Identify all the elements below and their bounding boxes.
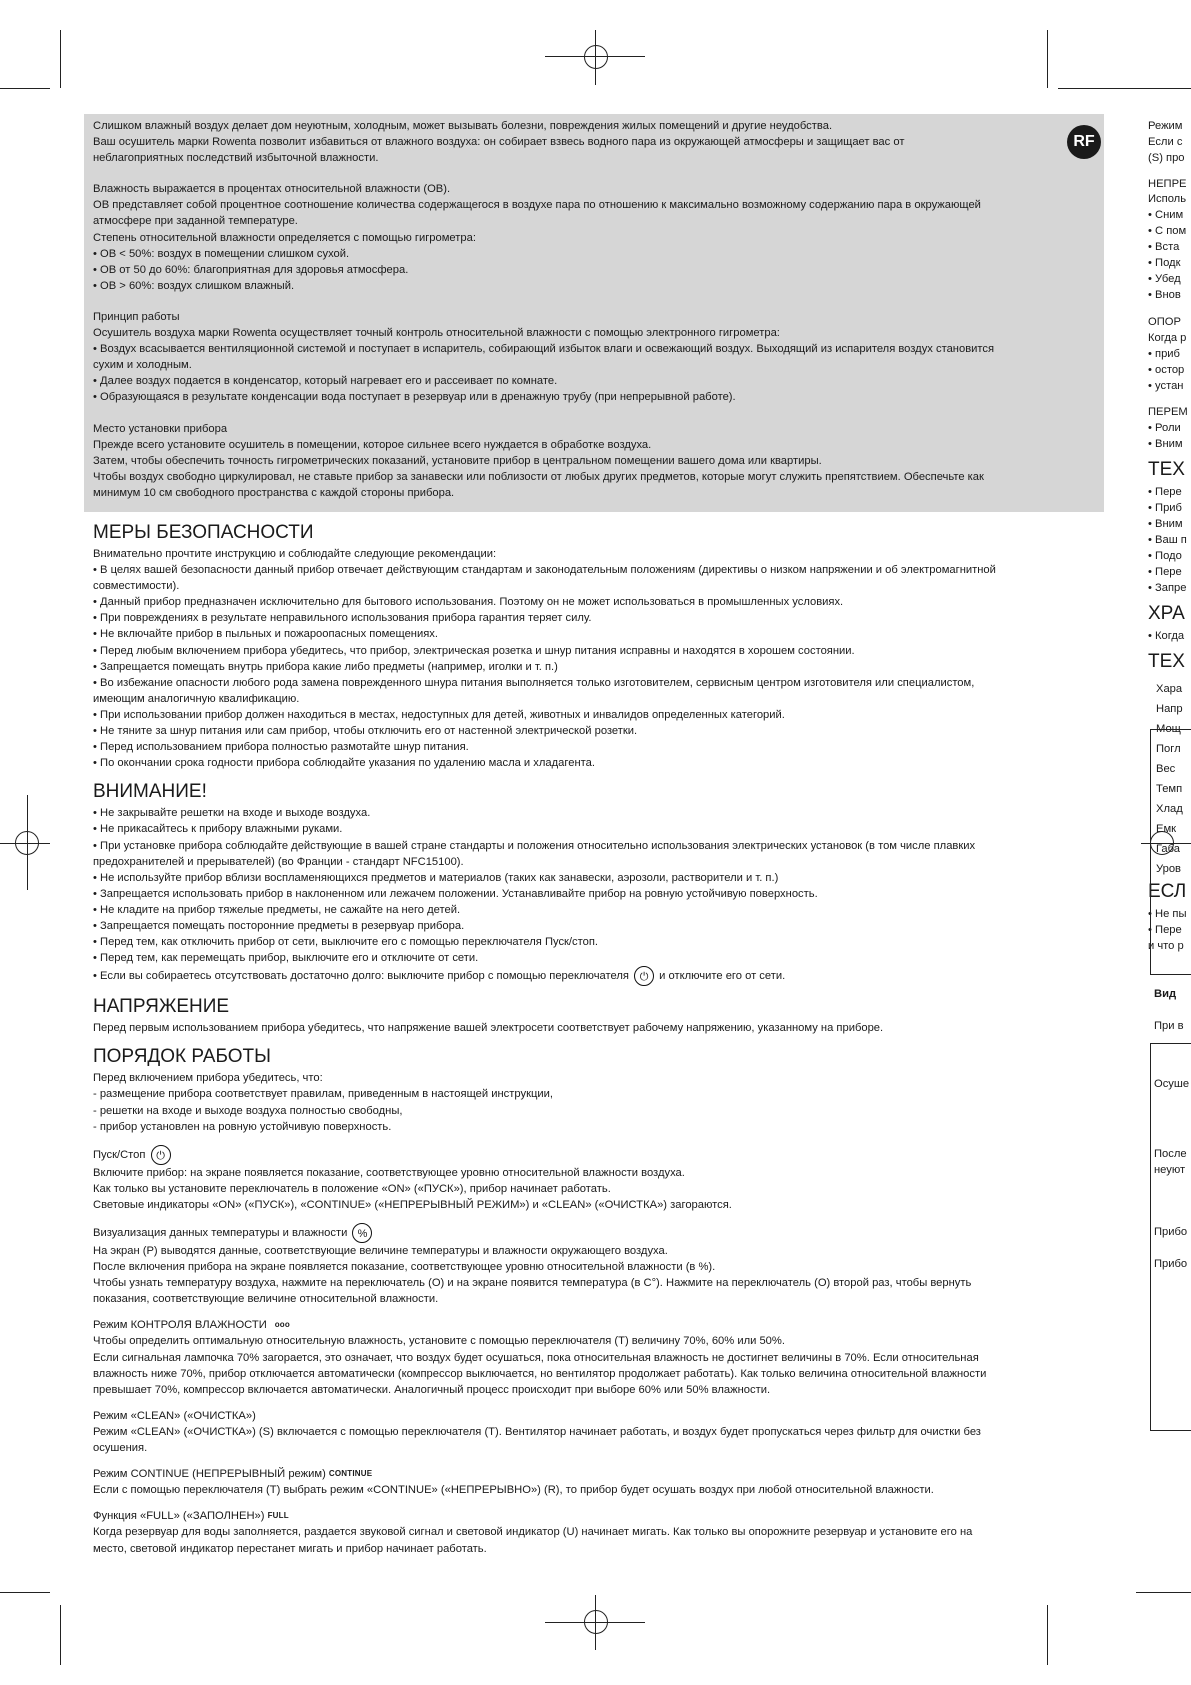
registration-circle [584,1610,608,1634]
attention-section [93,781,1093,986]
text-line: Световые индикаторы «ON» («ПУСК»), «CONTINUE» («НЕПРЕРЫВНЫЙ РЕЖИМ») и «CLEAN» («ОЧИСТКА») загораются. [93,1198,732,1211]
strip-text: • Роли [1148,422,1181,434]
text-line: место, световой индикатор перестанет мигать и прибор начинает работать. [93,1542,487,1555]
text-line: Осушитель воздуха марки Rowenta осуществляет точный контроль относительной влажности с помощью электронного гигрометра: [93,327,780,340]
strip-text: Если с [1148,136,1183,148]
text-line: • Перед использованием прибора полностью размотайте шнур питания. [93,741,469,754]
text-line: имеющим аналогичную квалификацию. [93,692,300,705]
strip-text: (S) про [1148,152,1185,164]
strip-text: • Приб [1148,502,1182,514]
voltage-section [93,996,1093,1036]
text-line: атмосфере при заданной температуре. [93,215,298,228]
text-line: • В целях вашей безопасности данный прибор отвечает действующим стандартам и законодательным положениям (директивы о низком напряжении и об электромагнитной [93,564,996,577]
display-title: Визуализация данных температуры и влажности % [93,1223,1093,1243]
full-title: Функция «FULL» («ЗАПОЛНЕН») FULL [93,1510,289,1523]
crop-mark [1136,1592,1191,1593]
safety-section [93,522,1093,771]
text-line: Слишком влажный воздух делает дом неуютным, холодным, может вызывать болезни, повреждения жилых помещений и другие неудобства. [93,120,833,132]
troubleshoot-table-frame [1150,1043,1191,1431]
text-line: Чтобы определить оптимальную относительную влажность, установите с помощью переключателя (T) величину 70%, 60% или 50%. [93,1335,785,1348]
text-line: показания, соответствующие величине относительной влажности. [93,1293,439,1306]
strip-text: При в [1154,1020,1184,1032]
strip-text: ТЕХ [1148,459,1185,480]
text-line: • Не используйте прибор вблизи воспламеняющихся предметов и материалов (таких как занавески, аэрозоли, растворители и т. п.) [93,871,779,884]
text-line: • Не закрывайте решетки на входе и выходе воздуха. [93,807,371,820]
strip-text: Погл [1156,743,1181,755]
strip-text: Когда р [1148,332,1187,344]
section-title: ВНИМАНИЕ! [93,781,207,803]
continue-icon: CONTINUE [328,1469,373,1479]
humidity-title: Режим КОНТРОЛЯ ВЛАЖНОСТИ ooo [93,1319,290,1332]
text-line: • Не кладите на прибор тяжелые предметы, не сажайте на него детей. [93,903,461,916]
text-line: Как только вы установите переключатель в положение «ON» («ПУСК»), прибор начинает работать. [93,1182,611,1195]
crop-mark [1047,1605,1048,1665]
text-line: • Запрещается использовать прибор в наклоненном или лежачем положении. Устанавливайте прибор на ровную устойчивую поверхность. [93,887,818,900]
registration-circle [15,831,39,855]
safety-lines [93,546,1093,771]
strip-text: Уров [1156,863,1181,875]
strip-text: Мощ [1156,723,1181,735]
strip-text: • приб [1148,348,1180,360]
strip-text: • Пере [1148,566,1182,578]
clean-title: Режим «CLEAN» («ОЧИСТКА») [93,1409,256,1422]
text-line: • Запрещается помещать посторонние предметы в резервуар прибора. [93,919,465,932]
text-line: • При повреждениях в результате неправильного использования прибора гарантия теряет силу. [93,612,592,625]
section-title: МЕРЫ БЕЗОПАСНОСТИ [93,522,314,543]
text-line: ОВ представляет собой процентное соотношение количества содержащегося в воздухе пара по отношению к максимально возможному содержанию пара в окружающей [93,199,981,212]
strip-text: • остор [1148,364,1185,376]
strip-text: ХРА [1148,603,1185,624]
text-line: • Во избежание опасности любого рода замена поврежденного шнура питания выполняется только изготовителем, сервисным центром изготовителя или специалистом, [93,676,975,689]
text-line: • Не тяните за шнур питания или сам прибор, чтобы отключить его от настенной электрической розетки. [93,725,638,738]
start-lines [93,1165,1093,1213]
strip-text: ОПОР [1148,316,1181,328]
strip-text: • Вним [1148,438,1183,450]
crop-mark [60,30,61,88]
strip-text: • Пере [1148,924,1182,936]
operation-section [93,1046,1093,1556]
text-line: Ваш осушитель марки Rowenta позволит избавиться от влажного воздуха: он собирает взвесь водного пара из окружающей атмосферы и защищает вас от [93,136,905,149]
text-line: Перед включением прибора убедитесь, что: [93,1072,323,1085]
droplets-icon: ooo [269,1320,290,1330]
text-line: • При установке прибора соблюдайте действующие в вашей стране стандарты и положения относительно использования электрических установок (в том числе плавких [93,839,976,852]
text-line: влажность ниже 70%, прибор отключается автоматически (компрессор выключается, но вентилятор продолжает работать). Как только величина относительной влажности [93,1367,987,1380]
text-line: Принцип работы [93,310,180,323]
continue-lines [93,1482,1093,1498]
strip-text: Режим [1148,120,1183,132]
strip-text: ТЕХ [1148,651,1185,672]
main-content [93,522,1093,1567]
strip-text: • Убед [1148,273,1181,285]
text-line: • Перед тем, как отключить прибор от сети, выключите его с помощью переключателя Пуск/стоп. [93,936,599,949]
text-line: Степень относительной влажности определяется с помощью гигрометра: [93,231,476,244]
operation-lines [93,1070,1093,1134]
text-line: • Перед тем, как перемещать прибор, выключите его и отключите от сети. [93,952,479,965]
strip-text: ПЕРЕМ [1148,406,1188,418]
text-line: • Перед любым включением прибора убедитесь, что прибор, электрическая розетка и шнур питания исправны и находятся в хорошем состоянии. [93,644,855,657]
strip-text: • устан [1148,380,1184,392]
power-icon: ⏻ [151,1145,171,1165]
crop-mark [0,88,50,89]
strip-text: Хара [1156,683,1183,695]
strip-text: • Вним [1148,518,1183,530]
text-line: • Запрещается помещать внутрь прибора какие либо предметы (например, иголки и т. п.) [93,660,558,673]
humidity-lines [93,1333,1093,1397]
strip-text: Осуше [1154,1078,1190,1090]
text-line: осушения. [93,1442,148,1455]
strip-text: После [1154,1148,1187,1160]
language-badge: RF [1067,125,1101,159]
text-line: • При использовании прибор должен находиться в местах, недоступных для детей, животных и инвалидов определенных категорий. [93,708,785,721]
strip-text: • Подк [1148,257,1181,269]
intro-text [93,118,1083,516]
text-line: - прибор установлен на ровную устойчивую поверхность. [93,1120,392,1133]
full-lines [93,1524,1093,1556]
strip-text: • Пере [1148,486,1182,498]
display-lines [93,1243,1093,1307]
strip-text: Прибо [1154,1258,1188,1270]
text-line: Внимательно прочтите инструкцию и соблюдайте следующие рекомендации: [93,548,497,560]
strip-text: • С пом [1148,225,1187,237]
strip-text: ЕСЛ [1148,881,1187,902]
strip-text: • Ваш п [1148,534,1187,546]
text-line: Влажность выражается в процентах относительной влажности (ОВ). [93,183,451,196]
text-line: Чтобы узнать температуру воздуха, нажмите на переключатель (O) и на экране появится температура (в С°). Нажмите на переключатель (O) второй раз, чтобы вернуть [93,1277,972,1290]
registration-circle [584,45,608,69]
text-line: • Данный прибор предназначен исключительно для бытового использования. Поэтому он не может использоваться в промышленных условиях. [93,596,844,609]
text-line: - решетки на входе и выходе воздуха полностью свободны, [93,1104,403,1117]
strip-text: • Вста [1148,241,1180,253]
clean-lines [93,1424,1093,1456]
strip-text: • Подо [1148,550,1182,562]
full-icon: FULL [267,1511,289,1521]
text-line: • Не включайте прибор в пыльных и пожароопасных помещениях. [93,628,438,641]
continue-title: Режим CONTINUE (НЕПРЕРЫВНЫЙ режим) CONTINUE [93,1468,373,1481]
specs-table-frame [1150,729,1191,975]
attention-last-line: • Если вы собираетесь отсутствовать достаточно долго: выключите прибор с помощью переключателя ⏻ и отключите его от сети. [93,966,1093,986]
text-line: неблагоприятных последствий избыточной влажности. [93,152,379,165]
text-line: Чтобы воздух свободно циркулировал, не ставьте прибор за занавески или поблизости от любых других предметов, которые могут служить препятствием. Обеспечьте как [93,470,984,483]
intro-paragraph [93,421,1083,501]
strip-text: и что р [1148,940,1184,952]
text-line: • ОВ < 50%: воздух в помещении слишком сухой. [93,247,350,260]
text-line: • Воздух всасывается вентиляционной системой и поступает в испаритель, собирающий избыток влаги и освежающий воздух. Выходящий из испарителя воздух становится [93,343,995,356]
text-line: На экран (P) выводятся данные, соответствующие величине температуры и влажности окружающего воздуха. [93,1245,668,1257]
crop-mark [1058,88,1191,89]
strip-text: • Сним [1148,209,1184,221]
strip-text: Хлад [1156,803,1183,815]
strip-text: Вес [1156,763,1176,775]
text-line: Затем, чтобы обеспечить точность гигрометрических показаний, установите прибор в центральном помещении вашего дома или квартиры. [93,454,822,467]
strip-text: • Не пы [1148,908,1187,920]
text-line: Когда резервуар для воды заполняется, раздается звуковой сигнал и световой индикатор (U) начинает мигать. Как только вы опорожните резервуар и установите его на [93,1526,973,1539]
crop-mark [60,1605,61,1665]
text-line: - размещение прибора соответствует правилам, приведенным в настоящей инструкции, [93,1088,553,1101]
section-title: ПОРЯДОК РАБОТЫ [93,1046,271,1068]
strip-text: Прибо [1154,1226,1188,1238]
section-title: НАПРЯЖЕНИЕ [93,996,230,1018]
strip-text: Напр [1156,703,1183,715]
intro-paragraph [93,309,1083,406]
strip-text: Емк [1156,823,1177,835]
text-line: Включите прибор: на экране появляется показание, соответствующее уровню относительной влажности воздуха. [93,1166,685,1179]
strip-text: неуют [1154,1164,1186,1176]
crop-mark [0,1592,50,1593]
strip-text: • Запре [1148,582,1187,594]
text-line: сухим и холодным. [93,359,192,372]
text-line: совместимости). [93,580,180,593]
voltage-text: Перед первым использованием прибора убедитесь, что напряжение вашей электросети соответствует рабочему напряжению, указанному на приборе. [93,1022,884,1035]
text-line: • Далее воздух подается в конденсатор, который нагревает его и рассеивает по комнате. [93,375,558,388]
text-line: Если с помощью переключателя (T) выбрать режим «CONTINUE» («НЕПРЕРЫВНО») (R), то прибор будет осушать воздух при любой относительной влажности. [93,1484,934,1497]
text-line: предохранителей и прерывателей) (во Франции - стандарт NFC15100). [93,855,464,868]
strip-text: • Внов [1148,289,1181,301]
power-icon: ⏻ [634,966,654,986]
temperature-humidity-icon: % [352,1223,372,1243]
strip-text: • Когда [1148,630,1185,642]
text-line: Если сигнальная лампочка 70% загорается, это означает, что воздух будет осушаться, пока относительная влажность не достигнет величины в 70%. Если относительная [93,1351,979,1364]
text-line: После включения прибора на экране появляется показание, соответствующее уровню относительной влажности (в %). [93,1261,716,1274]
crop-mark [1047,30,1048,88]
text-line: превышает 70%, компрессор включается автоматически. Аналогичный процесс происходит при выборе 60% или 50% влажности. [93,1383,771,1396]
strip-text: НЕПРЕ [1148,178,1187,190]
text-line: • Не прикасайтесь к прибору влажными руками. [93,823,343,836]
text-line: • Образующаяся в результате конденсации вода поступает в резервуар или в дренажную трубу (при непрерывной работе). [93,391,736,404]
text-line: • По окончании срока годности прибора соблюдайте указания по удалению масла и хладагента. [93,757,595,770]
text-line: Режим «CLEAN» («ОЧИСТКА») (S) включается с помощью переключателя (T). Вентилятор начинает работать, и воздух будет пропускаться через фильтр для очистки без [93,1425,981,1438]
text-line: Место установки прибора [93,422,228,435]
start-stop-title: Пуск/Стоп ⏻ [93,1145,1093,1165]
strip-text: Вид [1154,988,1177,1000]
strip-text: Габа [1156,843,1181,855]
strip-text: Темп [1156,783,1183,795]
text-line: Прежде всего установите осушитель в помещении, которое сильнее всего нуждается в обработке воздуха. [93,438,652,451]
text-line: • ОВ > 60%: воздух слишком влажный. [93,279,295,292]
text-line: • ОВ от 50 до 60%: благоприятная для здоровья атмосфера. [93,263,409,276]
intro-paragraph [93,181,1083,294]
text-line: минимум 10 см свободного пространства с каждой стороны прибора. [93,486,455,499]
attention-lines [93,805,1093,966]
intro-paragraph [93,118,1083,166]
strip-text: Исполь [1148,193,1187,205]
